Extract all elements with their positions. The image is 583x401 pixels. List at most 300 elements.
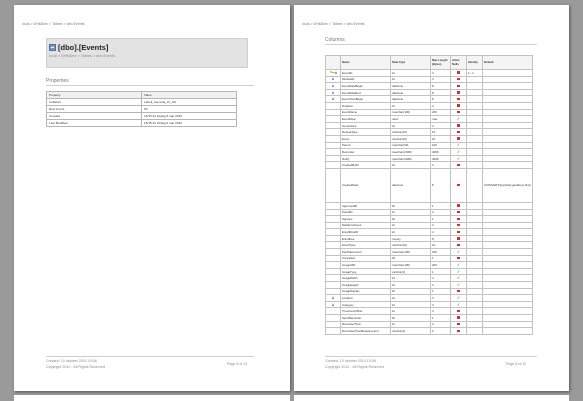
- key-cell: [326, 142, 341, 149]
- data-type: nvarchar(100): [391, 109, 431, 116]
- header-cell: Allow Nulls: [451, 56, 467, 70]
- identity: [467, 295, 483, 302]
- document-page-2: [294, 5, 569, 391]
- cross-icon: [457, 316, 459, 318]
- key-cell: [326, 116, 341, 123]
- max-length: 8: [431, 83, 451, 90]
- identity: [467, 315, 483, 322]
- header-cell: Property: [47, 92, 142, 99]
- data-type: datetime: [391, 83, 431, 90]
- column-name: EnrollFee: [341, 235, 391, 242]
- identity: [467, 301, 483, 308]
- key-cell: [326, 83, 341, 90]
- index-icon: [332, 77, 334, 80]
- cross-icon: [457, 224, 459, 226]
- data-type: bit: [391, 202, 431, 209]
- check-icon: ✓: [456, 142, 461, 148]
- column-name: Signups: [341, 216, 391, 223]
- page-title: [dbo].[Events]: [58, 43, 109, 52]
- index-icon: [335, 71, 337, 74]
- max-length: 1: [431, 288, 451, 295]
- check-icon: ✓: [456, 115, 461, 121]
- data-type: datetime: [391, 89, 431, 96]
- identity: [467, 268, 483, 275]
- header-cell: Max Length (Bytes): [431, 56, 451, 70]
- column-name: CreatedByID: [341, 162, 391, 169]
- identity: [467, 109, 483, 116]
- cross-icon: [457, 131, 459, 133]
- properties-table: [46, 91, 237, 127]
- object-path: local > DHMDev > Tables > dbo.Events: [49, 54, 116, 58]
- cross-icon: [457, 310, 459, 312]
- table-row: [326, 149, 533, 156]
- allow-nulls: [451, 102, 467, 109]
- table-row: [326, 275, 533, 282]
- default-value: (CONVERT([varchar],getdate(),111)): [483, 168, 533, 202]
- column-name: EventDateEnd: [341, 89, 391, 96]
- data-type: int: [391, 308, 431, 315]
- identity: [467, 229, 483, 236]
- default-value: [483, 308, 533, 315]
- identity: [467, 116, 483, 123]
- data-type: int: [391, 275, 431, 282]
- default-value: [483, 282, 533, 289]
- index-icon: [332, 84, 334, 87]
- identity: [467, 202, 483, 209]
- table-row: [326, 83, 533, 90]
- footer-created: Created: 10 oktober 2010 15:08: [325, 359, 376, 363]
- max-length: 8: [431, 96, 451, 103]
- cross-icon: [457, 204, 459, 206]
- index-icon: [332, 91, 334, 94]
- max-length: 8: [431, 235, 451, 242]
- data-type: bit: [391, 255, 431, 262]
- identity: [467, 122, 483, 129]
- identity: [467, 235, 483, 242]
- max-length: 10: [431, 129, 451, 136]
- column-name: Period: [341, 142, 391, 149]
- default-value: [483, 109, 533, 116]
- column-name: ImageHeight: [341, 282, 391, 289]
- data-type: int: [391, 76, 431, 83]
- data-type: bit: [391, 315, 431, 322]
- key-cell: [326, 89, 341, 96]
- identity: [467, 83, 483, 90]
- default-value: [483, 242, 533, 249]
- allow-nulls: [451, 70, 467, 77]
- allow-nulls: [451, 295, 467, 302]
- table-row: [326, 262, 533, 269]
- max-length: 8: [431, 89, 451, 96]
- key-cell: [326, 242, 341, 249]
- allow-nulls: [451, 216, 467, 223]
- max-length: 4: [431, 229, 451, 236]
- breadcrumb: local > DHMDev > Tables > dbo.Events: [302, 22, 365, 26]
- default-value: [483, 135, 533, 142]
- data-type: int: [391, 282, 431, 289]
- data-type: ntext: [391, 116, 431, 123]
- identity: [467, 135, 483, 142]
- data-type: int: [391, 229, 431, 236]
- key-cell: [326, 155, 341, 162]
- allow-nulls: [451, 202, 467, 209]
- max-length: 200: [431, 109, 451, 116]
- table-row: [326, 222, 533, 229]
- table-row: [326, 328, 533, 335]
- table-row: [326, 301, 533, 308]
- allow-nulls: [451, 135, 467, 142]
- default-value: [483, 235, 533, 242]
- key-cell: [326, 202, 341, 209]
- table-row: [326, 96, 533, 103]
- index-icon: [332, 97, 334, 100]
- column-name: Reminder: [341, 149, 391, 156]
- key-cell: [326, 102, 341, 109]
- allow-nulls: [451, 222, 467, 229]
- cross-icon: [457, 104, 459, 106]
- key-cell: [326, 209, 341, 216]
- default-value: [483, 83, 533, 90]
- index-icon: [332, 303, 334, 306]
- table-row: [326, 282, 533, 289]
- table-row: [326, 268, 533, 275]
- header-cell: [326, 56, 341, 70]
- allow-nulls: [451, 235, 467, 242]
- default-value: [483, 70, 533, 77]
- allow-nulls: [451, 282, 467, 289]
- column-name: ImageType: [341, 268, 391, 275]
- property-value: 16:35:31 lördag 6 mar 2010: [142, 113, 237, 120]
- footer-divider: [46, 356, 254, 357]
- table-row: [326, 70, 533, 77]
- default-value: [483, 328, 533, 335]
- max-length: 4096: [431, 149, 451, 156]
- table-row: [326, 116, 533, 123]
- default-value: [483, 315, 533, 322]
- identity: [467, 102, 483, 109]
- default-value: [483, 229, 533, 236]
- column-name: MaxEnrollment: [341, 222, 391, 229]
- allow-nulls: [451, 168, 467, 202]
- column-name: EventTimeBegin: [341, 96, 391, 103]
- max-length: 200: [431, 249, 451, 256]
- cross-icon: [457, 78, 459, 80]
- key-cell: [326, 222, 341, 229]
- column-name: ImageDisplay: [341, 288, 391, 295]
- key-cell: [326, 168, 341, 202]
- column-name: Duration: [341, 102, 391, 109]
- cross-icon: [457, 124, 459, 126]
- next-page-edge: [14, 395, 290, 401]
- allow-nulls: [451, 268, 467, 275]
- key-cell: [326, 135, 341, 142]
- allow-nulls: [451, 162, 467, 169]
- default-value: [483, 209, 533, 216]
- footer-page-number: Page 8 of 31: [506, 362, 527, 366]
- allow-nulls: [451, 315, 467, 322]
- default-value: [483, 102, 533, 109]
- default-value: [483, 295, 533, 302]
- max-length: 2: [431, 328, 451, 335]
- footer-copyright: Copyright 2010 - All Rights Reserved: [46, 365, 105, 369]
- default-value: [483, 155, 533, 162]
- table-row: [326, 76, 533, 83]
- footer-created: Created: 10 oktober 2010 15:08: [46, 359, 97, 363]
- data-type: int: [391, 321, 431, 328]
- allow-nulls: [451, 122, 467, 129]
- default-value: [483, 202, 533, 209]
- allow-nulls: [451, 96, 467, 103]
- column-name: EnrollRoleID: [341, 229, 391, 236]
- table-row: [47, 99, 237, 106]
- max-length: 4: [431, 275, 451, 282]
- data-type: datetime: [391, 96, 431, 103]
- check-icon: ✓: [456, 275, 461, 281]
- column-name: EventID: [341, 70, 391, 77]
- key-cell: [326, 249, 341, 256]
- column-name: CreatedDate: [341, 168, 391, 202]
- identity: [467, 275, 483, 282]
- identity: [467, 328, 483, 335]
- default-value: [483, 275, 533, 282]
- key-cell: [326, 282, 341, 289]
- key-cell: [326, 268, 341, 275]
- section-divider: [46, 85, 254, 86]
- allow-nulls: [451, 288, 467, 295]
- key-cell: [326, 129, 341, 136]
- header-cell: Default: [483, 56, 533, 70]
- allow-nulls: [451, 321, 467, 328]
- allow-nulls: [451, 76, 467, 83]
- column-name: Cancelled: [341, 255, 391, 262]
- cross-icon: [457, 111, 459, 113]
- table-row: [47, 106, 237, 113]
- cross-icon: [457, 211, 459, 213]
- data-type: int: [391, 162, 431, 169]
- column-name: EventDateBegin: [341, 83, 391, 90]
- next-page-edge: [294, 395, 569, 401]
- cross-icon: [457, 237, 459, 239]
- allow-nulls: [451, 129, 467, 136]
- column-name: RepeatType: [341, 129, 391, 136]
- key-cell: [326, 315, 341, 322]
- default-value: [483, 249, 533, 256]
- allow-nulls: [451, 308, 467, 315]
- column-name: ImageURL: [341, 262, 391, 269]
- allow-nulls: [451, 83, 467, 90]
- identity: [467, 242, 483, 249]
- key-cell: [326, 162, 341, 169]
- column-name: EventName: [341, 109, 391, 116]
- key-cell: [326, 76, 341, 83]
- cross-icon: [457, 91, 459, 93]
- check-icon: ✓: [456, 155, 461, 161]
- allow-nulls: [451, 142, 467, 149]
- identity: [467, 288, 483, 295]
- property-name: Row Count: [47, 106, 142, 113]
- max-length: 4: [431, 102, 451, 109]
- default-value: [483, 268, 533, 275]
- data-type: money: [391, 235, 431, 242]
- max-length: 200: [431, 262, 451, 269]
- allow-nulls: [451, 275, 467, 282]
- max-length: 10: [431, 135, 451, 142]
- identity: [467, 249, 483, 256]
- cross-icon: [457, 231, 459, 233]
- cross-icon: [457, 290, 459, 292]
- key-cell: [326, 255, 341, 262]
- table-row: [326, 308, 533, 315]
- data-type: varchar(2): [391, 328, 431, 335]
- key-cell: [326, 122, 341, 129]
- allow-nulls: [451, 109, 467, 116]
- table-row: [326, 209, 533, 216]
- identity: [467, 255, 483, 262]
- allow-nulls: [451, 328, 467, 335]
- column-name: ApprovedID: [341, 202, 391, 209]
- table-row: [326, 168, 533, 202]
- data-type: int: [391, 295, 431, 302]
- check-icon: ✓: [456, 262, 461, 268]
- column-name: ImageWidth: [341, 275, 391, 282]
- property-value: 63: [142, 106, 237, 113]
- data-type: nvarchar(2048): [391, 155, 431, 162]
- max-length: 8: [431, 168, 451, 202]
- data-type: datetime: [391, 168, 431, 202]
- header-cell: Value: [142, 92, 237, 99]
- table-row: [326, 288, 533, 295]
- allow-nulls: [451, 249, 467, 256]
- max-length: 4: [431, 308, 451, 315]
- property-name: Created: [47, 113, 142, 120]
- key-cell: [326, 96, 341, 103]
- table-row: [326, 315, 533, 322]
- identity: [467, 321, 483, 328]
- data-type: varchar(1): [391, 268, 431, 275]
- check-icon: ✓: [456, 295, 461, 301]
- data-type: int: [391, 301, 431, 308]
- table-row: [326, 109, 533, 116]
- identity: [467, 76, 483, 83]
- data-type: nvarchar(50): [391, 142, 431, 149]
- allow-nulls: [451, 209, 467, 216]
- default-value: [483, 122, 533, 129]
- column-name: ReminderTime: [341, 321, 391, 328]
- footer-copyright: Copyright 2010 - All Rights Reserved: [325, 365, 384, 369]
- max-length: 10: [431, 242, 451, 249]
- document-page-1: [14, 5, 290, 391]
- footer-page-number: Page 6 of 31: [227, 362, 248, 366]
- table-row: [326, 155, 533, 162]
- key-cell: [326, 262, 341, 269]
- check-icon: ✓: [456, 248, 461, 254]
- key-cell: [326, 235, 341, 242]
- check-icon: ✓: [456, 148, 461, 154]
- data-type: bit: [391, 288, 431, 295]
- identity: [467, 155, 483, 162]
- column-name: EnrollType: [341, 242, 391, 249]
- identity: [467, 262, 483, 269]
- key-cell: [326, 321, 341, 328]
- cross-icon: [457, 98, 459, 100]
- cross-icon: [457, 184, 459, 186]
- key-cell: [326, 70, 341, 77]
- identity: 1 - 1: [467, 70, 483, 77]
- allow-nulls: [451, 116, 467, 123]
- max-length: 4: [431, 209, 451, 216]
- default-value: [483, 321, 533, 328]
- table-row: [326, 242, 533, 249]
- header-cell: Name: [341, 56, 391, 70]
- table-row: [326, 135, 533, 142]
- table-row: [47, 113, 237, 120]
- table-row: [326, 295, 533, 302]
- cross-icon: [457, 164, 459, 166]
- allow-nulls: [451, 262, 467, 269]
- columns-header-row: [326, 56, 533, 70]
- max-length: 1: [431, 202, 451, 209]
- column-name: EventDesc: [341, 116, 391, 123]
- property-value: 16:35:31 lördag 6 mar 2010: [142, 120, 237, 127]
- object-title-box: [46, 38, 248, 68]
- identity: [467, 216, 483, 223]
- default-value: [483, 288, 533, 295]
- header-cell: Identity: [467, 56, 483, 70]
- data-type: int: [391, 102, 431, 109]
- column-name: Every: [341, 135, 391, 142]
- max-length: 1: [431, 268, 451, 275]
- table-row: [326, 216, 533, 223]
- default-value: [483, 96, 533, 103]
- column-name: Importance: [341, 122, 391, 129]
- column-name: Location: [341, 295, 391, 302]
- table-row: [326, 122, 533, 129]
- data-type: varchar(10): [391, 242, 431, 249]
- allow-nulls: [451, 242, 467, 249]
- allow-nulls: [451, 255, 467, 262]
- default-value: [483, 129, 533, 136]
- table-row: [326, 255, 533, 262]
- max-length: 4: [431, 282, 451, 289]
- max-length: 4: [431, 301, 451, 308]
- allow-nulls: [451, 149, 467, 156]
- identity: [467, 209, 483, 216]
- identity: [467, 149, 483, 156]
- identity: [467, 282, 483, 289]
- key-cell: [326, 216, 341, 223]
- identity: [467, 89, 483, 96]
- footer-divider: [325, 356, 537, 357]
- key-cell: [326, 295, 341, 302]
- table-row: [326, 249, 533, 256]
- default-value: [483, 149, 533, 156]
- column-name: SendReminder: [341, 315, 391, 322]
- cross-icon: [457, 257, 459, 259]
- table-row: [326, 162, 533, 169]
- allow-nulls: [451, 89, 467, 96]
- default-value: [483, 255, 533, 262]
- key-cell: [326, 308, 341, 315]
- max-length: 4096: [431, 155, 451, 162]
- max-length: 4: [431, 295, 451, 302]
- data-type: nvarchar(100): [391, 249, 431, 256]
- identity: [467, 96, 483, 103]
- default-value: [483, 76, 533, 83]
- column-name: PayPalAccount: [341, 249, 391, 256]
- max-length: 1: [431, 255, 451, 262]
- columns-heading: Columns: [325, 37, 345, 43]
- column-name: PortalID: [341, 209, 391, 216]
